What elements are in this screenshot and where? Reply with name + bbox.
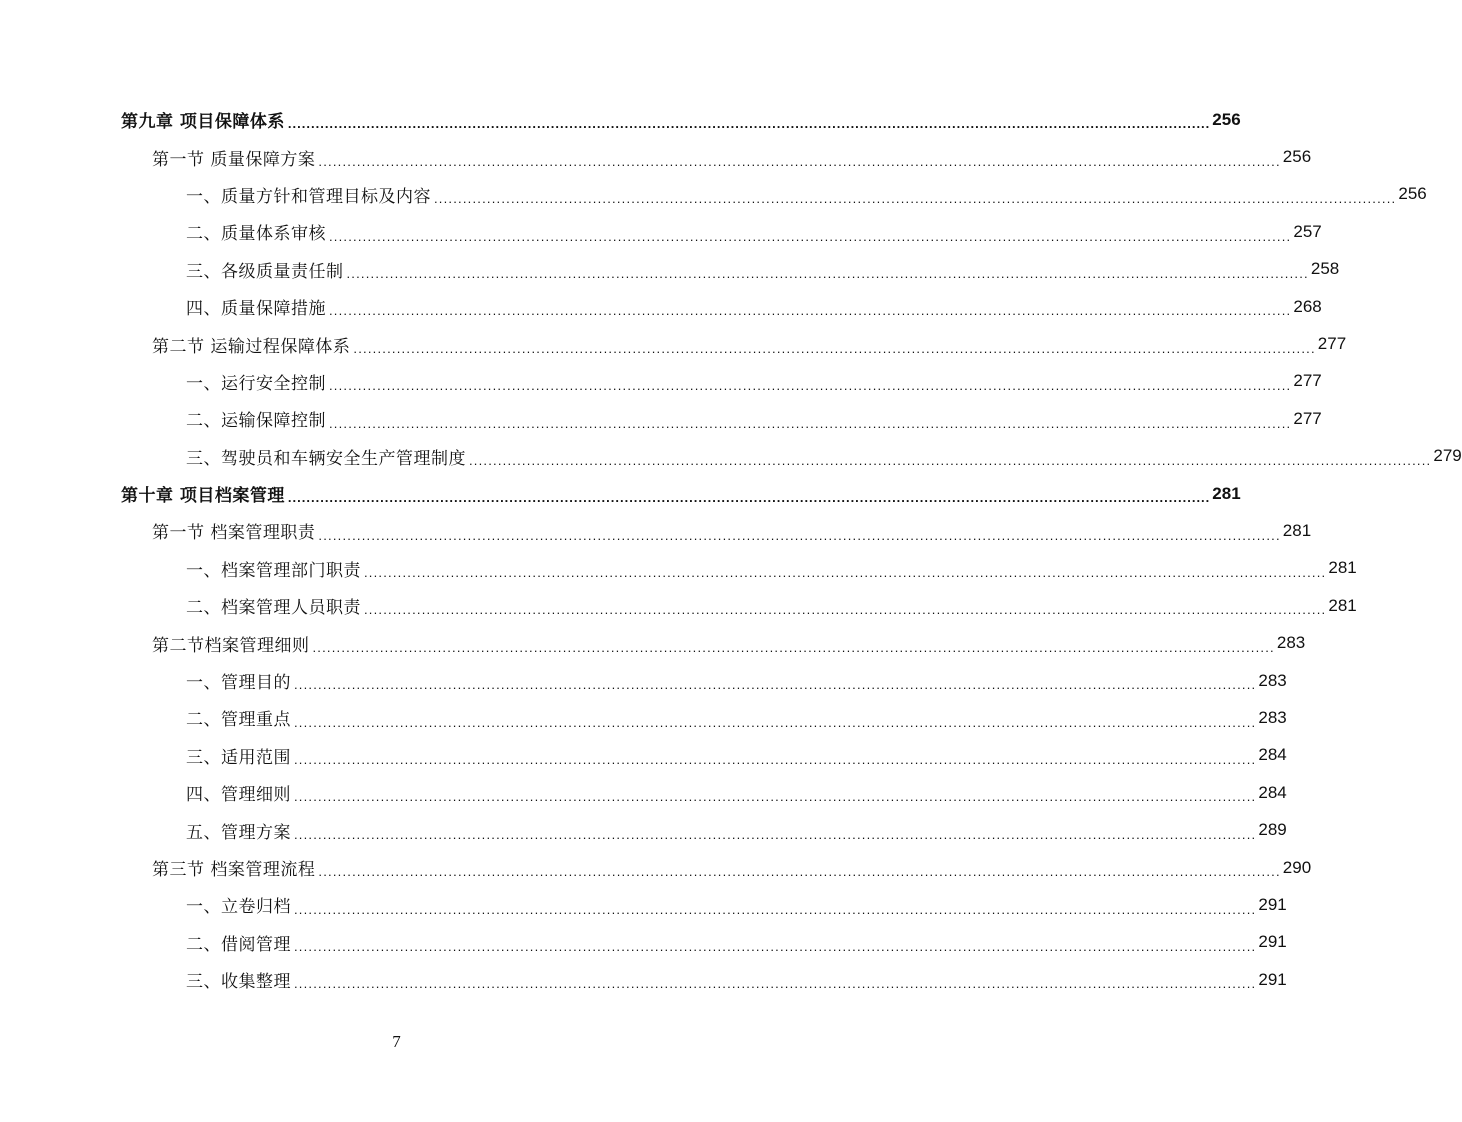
toc-dot-leader: ........................................................................................................................................................................................................ — [294, 677, 1257, 693]
toc-subsection-entry[interactable] — [0, 737, 1287, 774]
toc-entry-page: 291 — [1258, 969, 1287, 989]
toc-section-entry[interactable] — [0, 138, 1312, 175]
toc-subsection-entry[interactable] — [0, 699, 1287, 736]
toc-entry-page: 281 — [1328, 595, 1357, 615]
toc-dot-leader: ........................................................................................................................................................................................................ — [469, 452, 1432, 468]
toc-entry-title: 第二节 运输过程保障体系 — [152, 336, 351, 357]
toc-subsection-entry[interactable] — [0, 924, 1287, 961]
toc-entry-title: 二、质量体系审核 — [186, 224, 326, 245]
toc-dot-leader: ........................................................................................................................................................................................................ — [294, 901, 1257, 917]
toc-entry-title: 三、各级质量责任制 — [186, 261, 344, 282]
toc-entry-page: 281 — [1282, 520, 1312, 540]
toc-entry-page: 277 — [1293, 371, 1322, 391]
toc-entry-title: 第二节档案管理细则 — [152, 635, 310, 656]
toc-entry-title: 一、档案管理部门职责 — [186, 560, 361, 581]
toc-entry-page: 256 — [1398, 184, 1427, 204]
toc-entry-title: 四、质量保障措施 — [186, 299, 326, 320]
toc-dot-leader: ........................................................................................................................................................................................................ — [329, 228, 1292, 244]
page-number: 7 — [392, 1032, 401, 1051]
toc-entry-title: 五、管理方案 — [186, 822, 291, 843]
toc-entry-title: 第一节 质量保障方案 — [152, 149, 316, 170]
toc-entry-title: 第九章 项目保障体系 — [121, 112, 285, 133]
toc-dot-leader: ........................................................................................................................................................................................................ — [318, 864, 1281, 880]
toc-dot-leader: ........................................................................................................................................................................................................ — [434, 191, 1397, 207]
toc-entry-page: 279 — [1433, 446, 1462, 466]
toc-entry-page: 258 — [1310, 259, 1340, 279]
toc-subsection-entry[interactable] — [0, 288, 1322, 325]
toc-entry-title: 二、运输保障控制 — [186, 411, 326, 432]
toc-entry-title: 第三节 档案管理流程 — [152, 860, 316, 880]
toc-subsection-entry[interactable] — [0, 363, 1322, 400]
toc-entry-title: 一、运行安全控制 — [186, 373, 326, 394]
toc-dot-leader: ........................................................................................................................................................................................................ — [346, 265, 1309, 281]
toc-entry-page: 290 — [1282, 857, 1312, 877]
toc-subsection-entry[interactable] — [0, 774, 1287, 811]
toc-dot-leader: ........................................................................................................................................................................................................ — [287, 490, 1211, 506]
toc-dot-leader: ........................................................................................................................................................................................................ — [312, 639, 1275, 655]
toc-dot-leader: ........................................................................................................................................................................................................ — [329, 303, 1292, 319]
toc-dot-leader: ........................................................................................................................................................................................................ — [287, 116, 1211, 132]
toc-chapter-entry[interactable] — [0, 101, 1241, 138]
toc-dot-leader: ........................................................................................................................................................................................................ — [294, 789, 1257, 805]
toc-entry-page: 268 — [1293, 296, 1322, 316]
toc-entry-title: 三、适用范围 — [186, 747, 291, 768]
toc-section-entry[interactable] — [0, 512, 1312, 549]
toc-entry-page: 289 — [1258, 820, 1287, 840]
toc-entry-page: 283 — [1276, 633, 1306, 653]
toc-entry-page: 283 — [1258, 707, 1287, 727]
toc-entry-page: 256 — [1282, 147, 1312, 167]
toc-subsection-entry[interactable] — [0, 811, 1287, 848]
toc-dot-leader: ........................................................................................................................................................................................................ — [294, 714, 1257, 730]
toc-entry-page: 277 — [1317, 334, 1347, 354]
toc-entry-page: 284 — [1258, 782, 1287, 802]
toc-dot-leader: ........................................................................................................................................................................................................ — [364, 565, 1327, 581]
toc-dot-leader: ........................................................................................................................................................................................................ — [329, 378, 1292, 394]
toc-subsection-entry[interactable] — [0, 662, 1287, 699]
toc-entry-title: 三、驾驶员和车辆安全生产管理制度 — [186, 448, 466, 469]
toc-subsection-entry[interactable] — [0, 550, 1357, 587]
toc-chapter-entry[interactable] — [0, 475, 1241, 512]
toc-dot-leader: ........................................................................................................................................................................................................ — [294, 752, 1257, 768]
toc-entry-page: 283 — [1258, 670, 1287, 690]
toc-entry-title: 一、质量方针和管理目标及内容 — [186, 186, 431, 207]
toc-dot-leader: ........................................................................................................................................................................................................ — [364, 602, 1327, 618]
toc-section-entry[interactable] — [0, 624, 1306, 661]
toc-section-entry[interactable] — [0, 849, 1312, 886]
toc-subsection-entry[interactable] — [0, 213, 1322, 250]
toc-entry-title: 二、借阅管理 — [186, 934, 291, 955]
toc-dot-leader: ........................................................................................................................................................................................................ — [294, 826, 1257, 842]
toc-entry-page: 281 — [1212, 483, 1241, 503]
toc-entry-title: 一、立卷归档 — [186, 897, 291, 918]
toc-entry-page: 277 — [1293, 408, 1322, 428]
toc-subsection-entry[interactable] — [0, 400, 1322, 437]
toc-subsection-entry[interactable] — [0, 886, 1287, 923]
toc-dot-leader: ........................................................................................................................................................................................................ — [353, 340, 1316, 356]
toc-entry-page: 291 — [1258, 894, 1287, 914]
toc-entry-page: 256 — [1212, 109, 1241, 129]
toc-entry-page: 281 — [1328, 558, 1357, 578]
toc-entry-title: 第一节 档案管理职责 — [152, 523, 316, 544]
toc-entry-page: 284 — [1258, 745, 1287, 765]
toc-subsection-entry[interactable] — [0, 961, 1287, 998]
toc-entry-page: 291 — [1258, 932, 1287, 952]
toc-dot-leader: ........................................................................................................................................................................................................ — [329, 415, 1292, 431]
toc-entry-title: 四、管理细则 — [186, 785, 291, 806]
toc-dot-leader: ........................................................................................................................................................................................................ — [318, 153, 1281, 169]
toc-dot-leader: ........................................................................................................................................................................................................ — [318, 527, 1281, 543]
toc-dot-leader: ........................................................................................................................................................................................................ — [294, 938, 1257, 954]
table-of-contents — [0, 101, 1462, 998]
toc-subsection-entry[interactable] — [0, 251, 1340, 288]
toc-entry-title: 三、收集整理 — [186, 972, 291, 993]
toc-entry-title: 第十章 项目档案管理 — [121, 486, 285, 507]
toc-entry-page: 257 — [1293, 221, 1322, 241]
toc-subsection-entry[interactable] — [0, 176, 1427, 213]
toc-subsection-entry[interactable] — [0, 587, 1357, 624]
toc-entry-title: 二、管理重点 — [186, 710, 291, 731]
toc-subsection-entry[interactable] — [0, 438, 1462, 475]
toc-dot-leader: ........................................................................................................................................................................................................ — [294, 976, 1257, 992]
toc-entry-title: 一、管理目的 — [186, 673, 291, 694]
toc-section-entry[interactable] — [0, 325, 1347, 362]
toc-entry-title: 二、档案管理人员职责 — [186, 598, 361, 619]
